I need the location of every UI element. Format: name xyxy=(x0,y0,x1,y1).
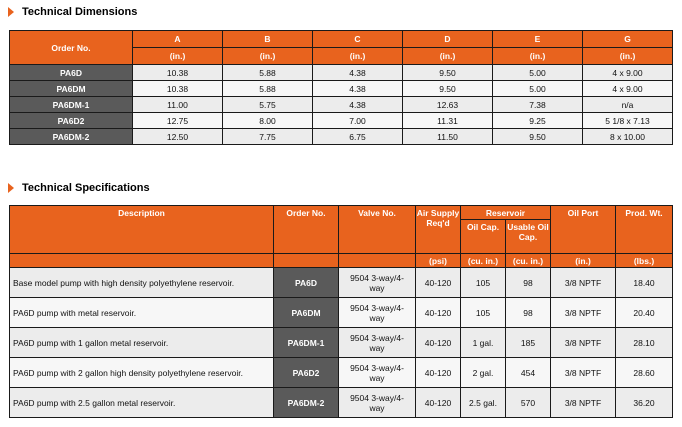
valve-no-header: Valve No. xyxy=(339,206,416,254)
unit-label: (in.) xyxy=(403,48,493,65)
spec-description: PA6D pump with metal reservoir. xyxy=(10,298,274,328)
unit-label: (in.) xyxy=(493,48,583,65)
table-row xyxy=(10,388,673,418)
spec-value: 9504 3-way/4-way xyxy=(339,388,416,418)
dimensions-table xyxy=(9,30,673,145)
unit-label: (in.) xyxy=(313,48,403,65)
order-number: PA6DM xyxy=(10,81,133,97)
dimension-value: 9.50 xyxy=(403,81,493,97)
spec-value: 2 gal. xyxy=(461,358,506,388)
dimension-value: 5 1/8 x 7.13 xyxy=(583,113,673,129)
col-header: D xyxy=(403,31,493,48)
order-number: PA6D xyxy=(10,65,133,81)
order-number: PA6DM-2 xyxy=(274,388,339,418)
dimension-value: 12.50 xyxy=(133,129,223,145)
col-header: A xyxy=(133,31,223,48)
dimension-value: 10.38 xyxy=(133,65,223,81)
unit-label: (in.) xyxy=(551,254,616,268)
unit-label: (in.) xyxy=(133,48,223,65)
spec-value: 40-120 xyxy=(416,298,461,328)
dimension-value: 12.63 xyxy=(403,97,493,113)
col-header: C xyxy=(313,31,403,48)
table-row xyxy=(10,328,673,358)
table-row xyxy=(10,97,673,113)
dimension-value: 7.38 xyxy=(493,97,583,113)
spec-value: 3/8 NPTF xyxy=(551,298,616,328)
specifications-title: Technical Specifications xyxy=(22,182,150,194)
order-number: PA6D2 xyxy=(10,113,133,129)
description-header: Description xyxy=(10,206,274,254)
order-number: PA6D xyxy=(274,268,339,298)
dimension-value: 5.00 xyxy=(493,65,583,81)
prod-wt-header: Prod. Wt. xyxy=(616,206,673,254)
dimension-value: 6.75 xyxy=(313,129,403,145)
bullet-triangle-icon xyxy=(8,183,14,193)
dimension-value: 7.00 xyxy=(313,113,403,129)
spec-value: 40-120 xyxy=(416,268,461,298)
spec-value: 18.40 xyxy=(616,268,673,298)
unit-label: (lbs.) xyxy=(616,254,673,268)
spec-description: PA6D pump with 2 gallon high density polyethylene reservoir. xyxy=(10,358,274,388)
order-number: PA6DM-1 xyxy=(274,328,339,358)
spec-value: 2.5 gal. xyxy=(461,388,506,418)
spec-value: 28.10 xyxy=(616,328,673,358)
spec-value: 40-120 xyxy=(416,328,461,358)
unit-label: (cu. in.) xyxy=(506,254,551,268)
spec-value: 3/8 NPTF xyxy=(551,358,616,388)
dimension-value: 8.00 xyxy=(223,113,313,129)
order-number: PA6DM-1 xyxy=(10,97,133,113)
unit-label xyxy=(10,254,274,268)
spec-value: 98 xyxy=(506,298,551,328)
spec-value: 570 xyxy=(506,388,551,418)
dimension-value: 11.00 xyxy=(133,97,223,113)
dimensions-title: Technical Dimensions xyxy=(22,6,138,18)
dimension-value: n/a xyxy=(583,97,673,113)
spec-value: 3/8 NPTF xyxy=(551,388,616,418)
spec-value: 98 xyxy=(506,268,551,298)
table-row xyxy=(10,81,673,97)
table-row xyxy=(10,298,673,328)
order-number: PA6D2 xyxy=(274,358,339,388)
col-header: E xyxy=(493,31,583,48)
unit-label: (psi) xyxy=(416,254,461,268)
dimension-value: 4.38 xyxy=(313,65,403,81)
spec-value: 454 xyxy=(506,358,551,388)
table-row xyxy=(10,358,673,388)
spec-value: 105 xyxy=(461,268,506,298)
dimension-value: 11.50 xyxy=(403,129,493,145)
dimension-value: 4.38 xyxy=(313,81,403,97)
spec-value: 105 xyxy=(461,298,506,328)
table-row xyxy=(10,65,673,81)
order-no-header: Order No. xyxy=(274,206,339,254)
spec-value: 20.40 xyxy=(616,298,673,328)
spec-value: 9504 3-way/4-way xyxy=(339,328,416,358)
oil-cap-header: Oil Cap. xyxy=(461,220,506,254)
spec-description: PA6D pump with 1 gallon metal reservoir. xyxy=(10,328,274,358)
spec-value: 185 xyxy=(506,328,551,358)
unit-label: (cu. in.) xyxy=(461,254,506,268)
spec-description: Base model pump with high density polyethylene reservoir. xyxy=(10,268,274,298)
spec-value: 28.60 xyxy=(616,358,673,388)
dimension-value: 5.00 xyxy=(493,81,583,97)
table-row xyxy=(10,268,673,298)
spec-value: 9504 3-way/4-way xyxy=(339,268,416,298)
oil-port-header: Oil Port xyxy=(551,206,616,254)
dimension-value: 4.38 xyxy=(313,97,403,113)
bullet-triangle-icon xyxy=(8,7,14,17)
usable-oil-cap-header: Usable Oil Cap. xyxy=(506,220,551,254)
dimension-value: 9.50 xyxy=(493,129,583,145)
table-row xyxy=(10,129,673,145)
spec-value: 40-120 xyxy=(416,388,461,418)
spec-value: 40-120 xyxy=(416,358,461,388)
spec-value: 9504 3-way/4-way xyxy=(339,298,416,328)
col-header: G xyxy=(583,31,673,48)
reservoir-header: Reservoir xyxy=(461,206,551,220)
dimension-value: 11.31 xyxy=(403,113,493,129)
unit-label xyxy=(274,254,339,268)
dimension-value: 9.50 xyxy=(403,65,493,81)
spec-value: 1 gal. xyxy=(461,328,506,358)
dimension-value: 4 x 9.00 xyxy=(583,65,673,81)
dimension-value: 12.75 xyxy=(133,113,223,129)
spec-value: 3/8 NPTF xyxy=(551,268,616,298)
spec-description: PA6D pump with 2.5 gallon metal reservoir. xyxy=(10,388,274,418)
dimension-value: 5.75 xyxy=(223,97,313,113)
air-supply-header: Air Supply Req'd xyxy=(416,206,461,254)
dimension-value: 8 x 10.00 xyxy=(583,129,673,145)
dimension-value: 9.25 xyxy=(493,113,583,129)
unit-label xyxy=(339,254,416,268)
unit-label: (in.) xyxy=(223,48,313,65)
dimension-value: 5.88 xyxy=(223,81,313,97)
order-number: PA6DM-2 xyxy=(10,129,133,145)
specifications-section-title xyxy=(8,182,150,194)
spec-value: 3/8 NPTF xyxy=(551,328,616,358)
dimension-value: 5.88 xyxy=(223,65,313,81)
dimensions-section-title xyxy=(8,6,137,18)
dimension-value: 10.38 xyxy=(133,81,223,97)
unit-label: (in.) xyxy=(583,48,673,65)
order-number: PA6DM xyxy=(274,298,339,328)
specifications-table xyxy=(9,205,673,418)
spec-value: 36.20 xyxy=(616,388,673,418)
order-no-header: Order No. xyxy=(10,31,133,65)
dimension-value: 7.75 xyxy=(223,129,313,145)
spec-value: 9504 3-way/4-way xyxy=(339,358,416,388)
dimension-value: 4 x 9.00 xyxy=(583,81,673,97)
col-header: B xyxy=(223,31,313,48)
table-row xyxy=(10,113,673,129)
